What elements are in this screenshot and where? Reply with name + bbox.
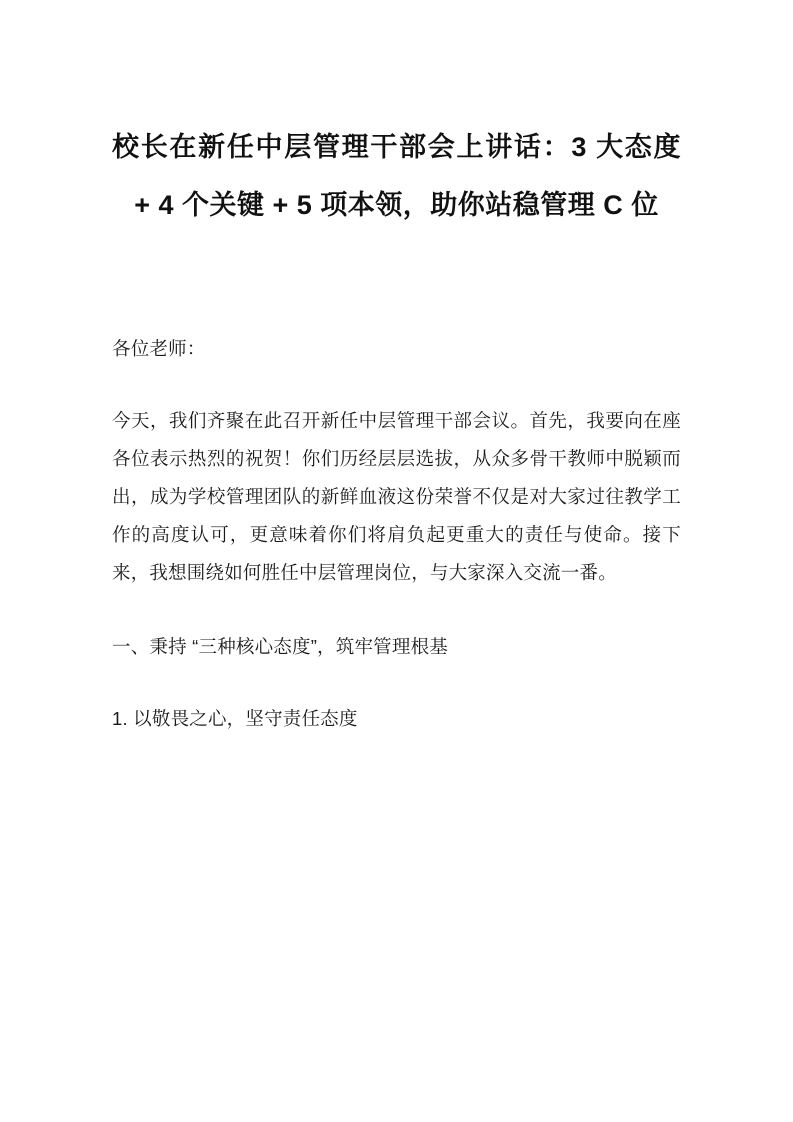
section-heading: 一、秉持 “三种核心态度”，筑牢管理根基 (112, 635, 448, 657)
page-title: 校长在新任中层管理干部会上讲话：3 大态度 + 4 个关键 + 5 项本领，助你站稳管理 C 位 (112, 132, 681, 221)
sub-heading: 1. 以敬畏之心，坚守责任态度 (112, 707, 358, 729)
document-body (112, 330, 681, 737)
intro-paragraph: 今天，我们齐聚在此召开新任中层管理干部会议。首先，我要向在座各位表示热烈的祝贺！你们历经层层选拔，从众多骨干教师中脱颖而出，成为学校管理团队的新鲜血液这份荣誉不仅是对大家过往教学工作的高度认可，更意味着你们将肩负起更重大的责任与使命。接下来，我想围绕如何胜任中层管理岗位，与大家深入交流一番。 (112, 410, 681, 583)
salutation-paragraph: 各位老师： (112, 338, 206, 360)
